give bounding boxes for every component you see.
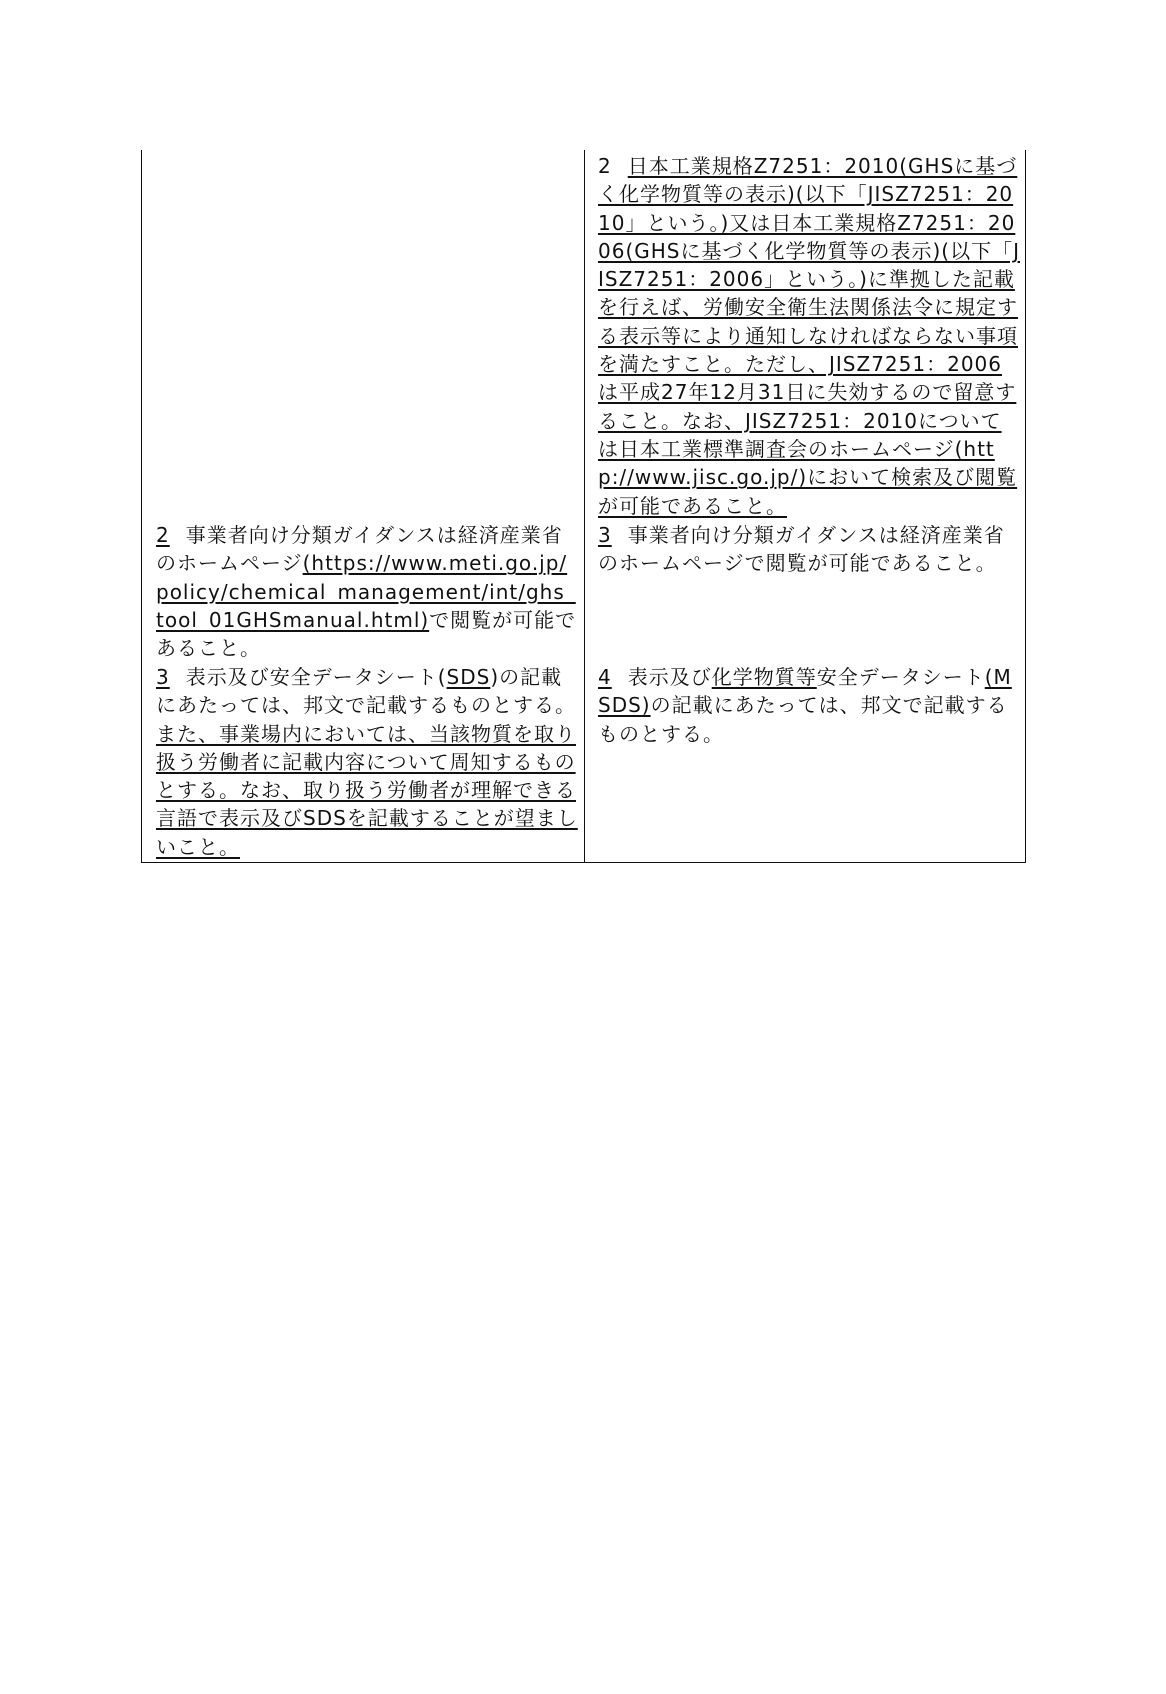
left-item-2-text-b: (https://www.meti.go.jp/policy/chemical_management/int/ghs_tool_01GHSmanual.html)	[156, 551, 576, 632]
right-item-3	[598, 521, 1022, 578]
right-item-4-text-d: (MSDS)	[598, 665, 1012, 718]
right-item-4-text-c: 安全データシート	[816, 665, 985, 689]
left-item-3-text-a: 表示及び安全データシート(	[185, 665, 447, 689]
left-item-2-text-a: 事業者向け分類ガイダンスは経済産業省のホームページ	[156, 523, 563, 576]
column-divider	[584, 150, 585, 862]
right-item-2-text: 日本工業規格Z7251：2010(GHSに基づく化学物質等の表示)(以下「JISZ7251：2010」という。)又は日本工業規格Z7251：2006(GHSに基づく化学物質等の表示)(以下「JISZ7251：2006」という。)に準拠した記載を行えば、労働安全衛生法関係法令に規定する表示等により通知しなければならない事項を満たすこと。ただし、JISZ7251：2006は平成27年12月31日に失効するので留意すること。なお、JISZ7251：2010については日本工業標準調査会のホームページ(http://www.jisc.go.jp/)において検索及び閲覧が可能であること。	[598, 154, 1020, 518]
comparison-table	[141, 150, 1026, 863]
right-item-4	[598, 663, 1022, 748]
left-item-3-text-b: SDS	[446, 665, 491, 689]
right-item-4-text-b: 化学物質等	[711, 665, 817, 689]
right-item-4-number: 4	[598, 665, 612, 689]
right-item-2-number: 2	[598, 154, 612, 178]
right-item-3-number: 3	[598, 523, 612, 547]
left-item-3-number: 3	[156, 665, 170, 689]
right-item-4-text-a: 表示及び	[627, 665, 712, 689]
left-item-3	[156, 663, 580, 861]
left-item-2	[156, 521, 580, 662]
left-item-2-number: 2	[156, 523, 170, 547]
left-item-3-text-c: )の記載にあたっては、邦文で記載するものとする。	[156, 665, 576, 718]
right-item-2	[598, 152, 1022, 520]
right-item-4-text-e: の記載にあたっては、邦文で記載するものとする。	[598, 693, 1008, 746]
left-item-3-text-d: また、事業場内においては、当該物質を取り扱う労働者に記載内容について周知するものとする。なお、取り扱う労働者が理解できる言語で表示及びSDSを記載することが望ましいこと。	[156, 721, 578, 859]
right-item-3-text: 事業者向け分類ガイダンスは経済産業省のホームページで閲覧が可能であること。	[598, 523, 1005, 576]
left-item-2-text-c: で閲覧が可能であること。	[156, 607, 577, 661]
